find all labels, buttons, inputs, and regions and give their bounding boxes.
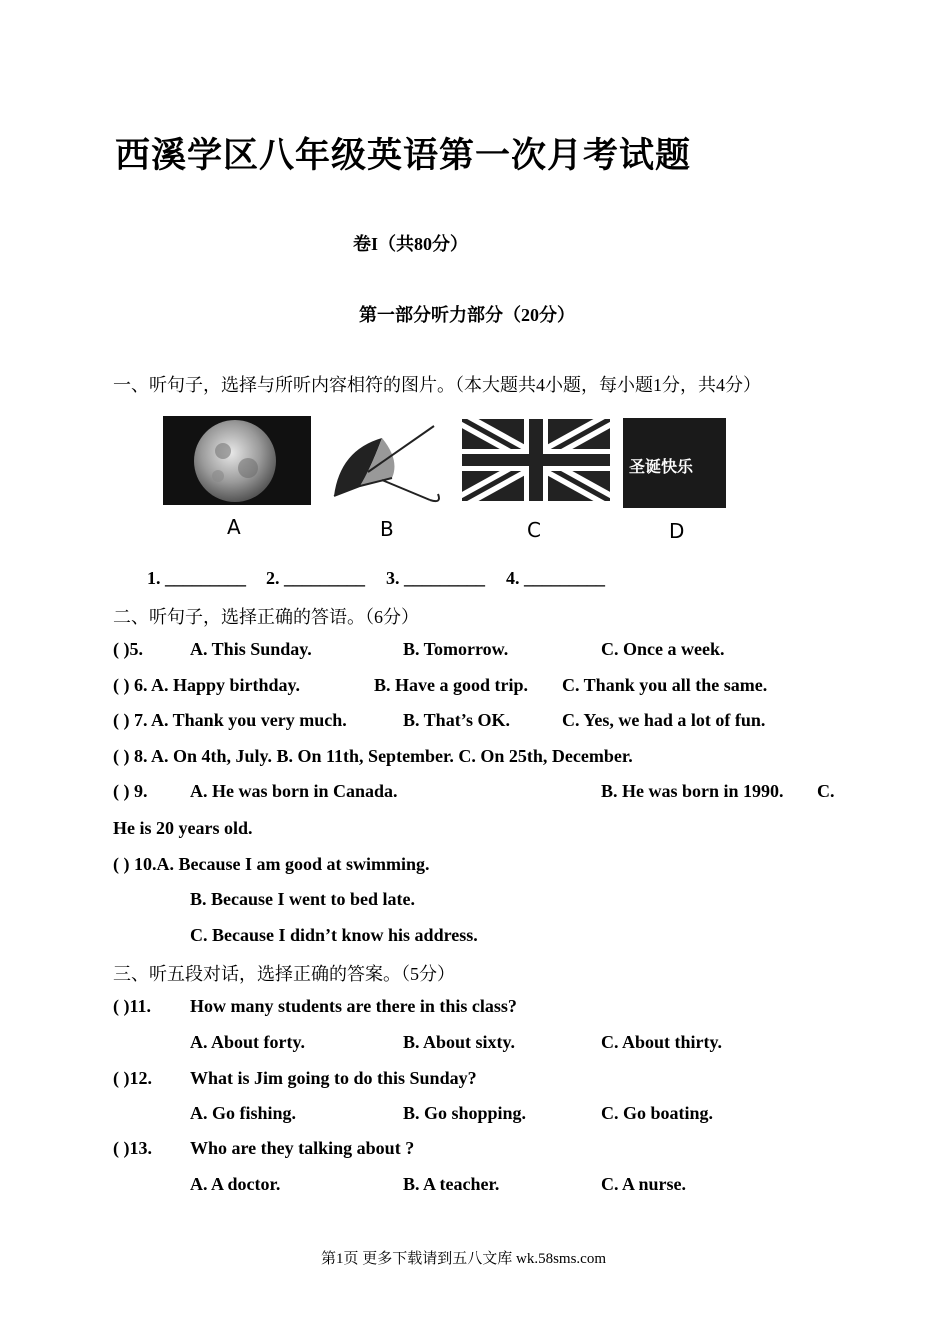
section3-heading: 三、听五段对话，选择正确的答案。（5分） xyxy=(113,964,455,984)
q7-option-c: C. Yes, we had a lot of fun. xyxy=(562,710,766,730)
part-heading: 第一部分听力部分（20分） xyxy=(359,305,575,325)
q5-option-b: B. Tomorrow. xyxy=(403,639,509,659)
q6-number: ( ) 6. A. Happy birthday. xyxy=(113,675,301,695)
q12-option-c: C. Go boating. xyxy=(601,1103,714,1123)
section2-heading: 二、听句子，选择正确的答语。（6分） xyxy=(113,607,419,627)
union-jack-flag-icon xyxy=(462,419,610,501)
image-label-c: C xyxy=(527,518,541,542)
christmas-card-image xyxy=(623,418,726,508)
umbrella-icon xyxy=(330,420,442,510)
q5-option-c: C. Once a week. xyxy=(601,639,725,659)
q9-option-b: B. He was born in 1990. xyxy=(601,781,784,801)
q12-question: What is Jim going to do this Sunday? xyxy=(190,1068,477,1088)
q9-number: ( ) 9. xyxy=(113,781,148,801)
page-footer: 第1页 更多下载请到五八文库 wk.58sms.com xyxy=(321,1251,607,1267)
q9-option-a: A. He was born in Canada. xyxy=(190,781,398,801)
moon-icon xyxy=(163,416,311,505)
umbrella-image xyxy=(330,420,442,510)
christmas-card-text: 圣诞快乐 xyxy=(629,457,694,476)
q13-question: Who are they talking about ? xyxy=(190,1138,415,1158)
q5-option-a: A. This Sunday. xyxy=(190,639,312,659)
q12-option-b: B. Go shopping. xyxy=(403,1103,527,1123)
page-title: 西溪学区八年级英语第一次月考试题 xyxy=(115,135,692,176)
q9-option-c-text: He is 20 years old. xyxy=(113,818,253,838)
q10-option-b: B. Because I went to bed late. xyxy=(190,889,415,909)
image-label-b: B xyxy=(380,517,394,541)
moon-image xyxy=(163,416,311,505)
q9-option-c-label: C. xyxy=(817,781,835,801)
q13-number: ( )13. xyxy=(113,1138,152,1158)
q10-option-c: C. Because I didn’t know his address. xyxy=(190,925,478,945)
q8-line: ( ) 8. A. On 4th, July. B. On 11th, September. C. On 25th, December. xyxy=(113,746,633,766)
q11-number: ( )11. xyxy=(113,996,151,1016)
q11-option-b: B. About sixty. xyxy=(403,1032,516,1052)
q7-number: ( ) 7. A. Thank you very much. xyxy=(113,710,347,730)
q5-number: ( )5. xyxy=(113,639,143,659)
paper-heading: 卷I（共80分） xyxy=(353,234,469,254)
q10-number: ( ) 10.A. Because I am good at swimming. xyxy=(113,854,430,874)
answer-blank-2[interactable]: 2. _________ xyxy=(266,568,365,588)
q7-option-b: B. That’s OK. xyxy=(403,710,511,730)
q13-option-a: A. A doctor. xyxy=(190,1174,281,1194)
section1-heading: 一、听句子，选择与所听内容相符的图片。（本大题共4小题，每小题1分，共4分） xyxy=(113,375,761,395)
answer-blank-4[interactable]: 4. _________ xyxy=(506,568,605,588)
q6-option-c: C. Thank you all the same. xyxy=(562,675,768,695)
q11-option-a: A. About forty. xyxy=(190,1032,306,1052)
q13-option-b: B. A teacher. xyxy=(403,1174,500,1194)
answer-blank-3[interactable]: 3. _________ xyxy=(386,568,485,588)
q6-option-b: B. Have a good trip. xyxy=(374,675,529,695)
q12-number: ( )12. xyxy=(113,1068,152,1088)
q11-question: How many students are there in this class? xyxy=(190,996,517,1016)
q11-option-c: C. About thirty. xyxy=(601,1032,723,1052)
q13-option-c: C. A nurse. xyxy=(601,1174,687,1194)
answer-blank-1[interactable]: 1. _________ xyxy=(147,568,246,588)
image-label-d: D xyxy=(669,519,685,543)
flag-image xyxy=(462,419,610,501)
q12-option-a: A. Go fishing. xyxy=(190,1103,297,1123)
image-label-a: A xyxy=(227,515,241,539)
